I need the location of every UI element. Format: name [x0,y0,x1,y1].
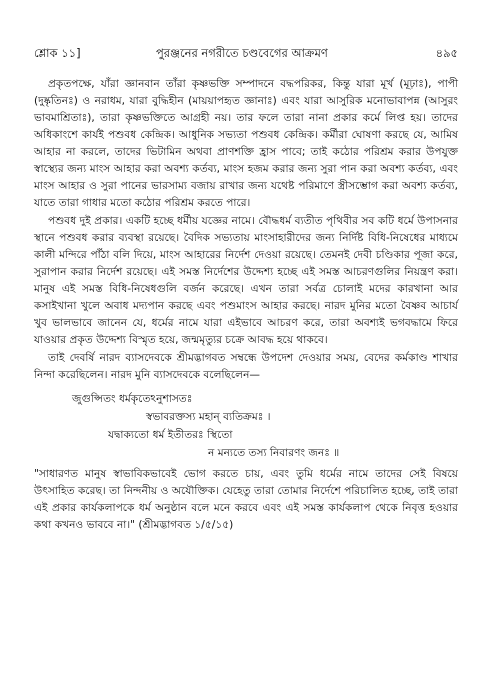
paragraph-2: পশুবধ দুই প্রকার। একটি হচ্ছে ধর্মীয় যজ্ঞের নামে। বৌদ্ধধর্ম ব্যতীত পৃথিবীর সব কটি ধর্মে উপাসনার স্থানে পশুবধ করার ব্যবস্থা রয়েছে। বৈদিক সভ্যতায় মাংসাহারীদের জন্য নির্দিষ্ট বিধি-নিষেধের মাধ্যমে কালী মন্দিরে পাঁঠা বলি দিয়ে, মাংস আহারের নির্দেশ দেওয়া রয়েছে। তেমনই দেবী চণ্ডিকার পূজা করে, সুরাপান করার নির্দেশ রয়েছে। এই সমস্ত নির্দেশের উদ্দেশ্য হচ্ছে এই সমস্ত আচরণগুলির নিয়ন্ত্রণ করা। মানুষ এই সমস্ত বিধি-নিষেধগুলি বর্জন করেছে। এখন তারা সর্বত্র চোলাই মদের কারখানা আর কসাইখানা খুলে অবাধ মদ্যপান করছে এবং পশুমাংস আহার করছে। নারদ মুনির মতো বৈষ্ণব আচার্য খুব ভালভাবে জানেন যে, ধর্মের নামে যারা এইভাবে আচরণ করে, তারা অবশ্যই ভগবদ্ধামে ফিরে যাওয়ার প্রকৃত উদ্দেশ্য বিস্মৃত হয়ে, জন্মমৃত্যুর চক্রে আবদ্ধ হয়ে থাকবে। [34,215,458,346]
sanskrit-verse [34,390,458,462]
page-number: ৪৯৫ [435,46,458,60]
chapter-title: পুরঞ্জনের নগরীতে চণ্ডবেগের আক্রমণ [156,46,328,60]
running-header [34,44,458,62]
paragraph-3: তাই দেবর্ষি নারদ ব্যাসদেবকে শ্রীমদ্ভাগবত সম্বন্ধে উপদেশ দেওয়ার সময়, বেদের কর্মকাণ্ড শাখার নিন্দা করেছিলেন। নারদ মুনি ব্যাসদেবকে বলেছিলেন— [34,352,458,381]
verse-line-2: স্বভাবরক্তস্য মহান্ ব্যতিক্রমঃ । [146,411,271,423]
paragraph-1: প্রকৃতপক্ষে, যাঁরা জ্ঞানবান তাঁরা কৃষ্ণভক্তি সম্পাদনে বদ্ধপরিকর, কিন্তু যারা মূর্খ (মূঢ়াঃ), পাপী (দুষ্কৃতিনঃ) ও নরাধম, যারা বুদ্ধিহীন (মায়য়াপহৃত জ্ঞানাঃ) এবং যারা আসুরিক মনোভাবাপন্ন (আসুরং ভাবমাশ্রিতাঃ), তারা কৃষ্ণভক্তিতে আগ্রহী নয়। তার ফলে তারা নানা প্রকার কর্মে লিপ্ত হয়। তাদের অধিকাংশে কার্যই পশুবধ কেন্দ্রিক। আধুনিক সভ্যতা পশুবধ কেন্দ্রিক। কর্মীরা ঘোষণা করছে যে, আমিষ আহার না করলে, তাদের ভিটামিন অথবা প্রাণশক্তি হ্রাস পাবে; তাই কঠোর পরিশ্রম করার উপযুক্ত স্বাস্থ্যের জন্য মাংস আহার করা অবশ্য কর্তব্য, মাংস হজম করার জন্য সুরা পান করা অবশ্য কর্তব্য, এবং মাংস আহার ও সুরা পানের ভারসাম্য বজায় রাখার জন্য যথেষ্ট পরিমাণে স্ত্রীসম্ভোগ করা অবশ্য কর্তব্য, যাতে তারা গাধার মতো কঠোর পরিশ্রম করতে পারে। [34,78,458,209]
verse-reference: শ্লোক ১১] [34,46,81,60]
page-body [34,76,458,534]
verse-line-4: ন মন্যতে তস্য নিবারণং জনঃ ॥ [208,447,340,459]
translation-quote: "সাধারণত মানুষ স্বাভাবিকভাবেই ভোগ করতে চায়, এবং তুমি ধর্মের নামে তাদের সেই বিষয়ে উৎসাহিত করেছ। তা নিন্দনীয় ও অযৌক্তিক। যেহেতু তারা তোমার নির্দেশে পরিচালিত হচ্ছে, তাই তারা এই প্রকার কার্যকলাপকে ধর্ম অনুষ্ঠান বলে মনে করবে এবং এই সমস্ত কার্যকলাপ থেকে নিবৃত্ত হওয়ার কথা কখনও ভাববে না।" (শ্রীমদ্ভাগবত ১/৫/১৫) [34,468,458,531]
verse-line-1: জুগুপ্সিতং ধর্মকৃতেঽনুশাসতঃ [72,393,193,405]
verse-line-3: যদ্বাক্যতো ধর্ম ইতীতরঃ স্থিতো [108,429,233,441]
